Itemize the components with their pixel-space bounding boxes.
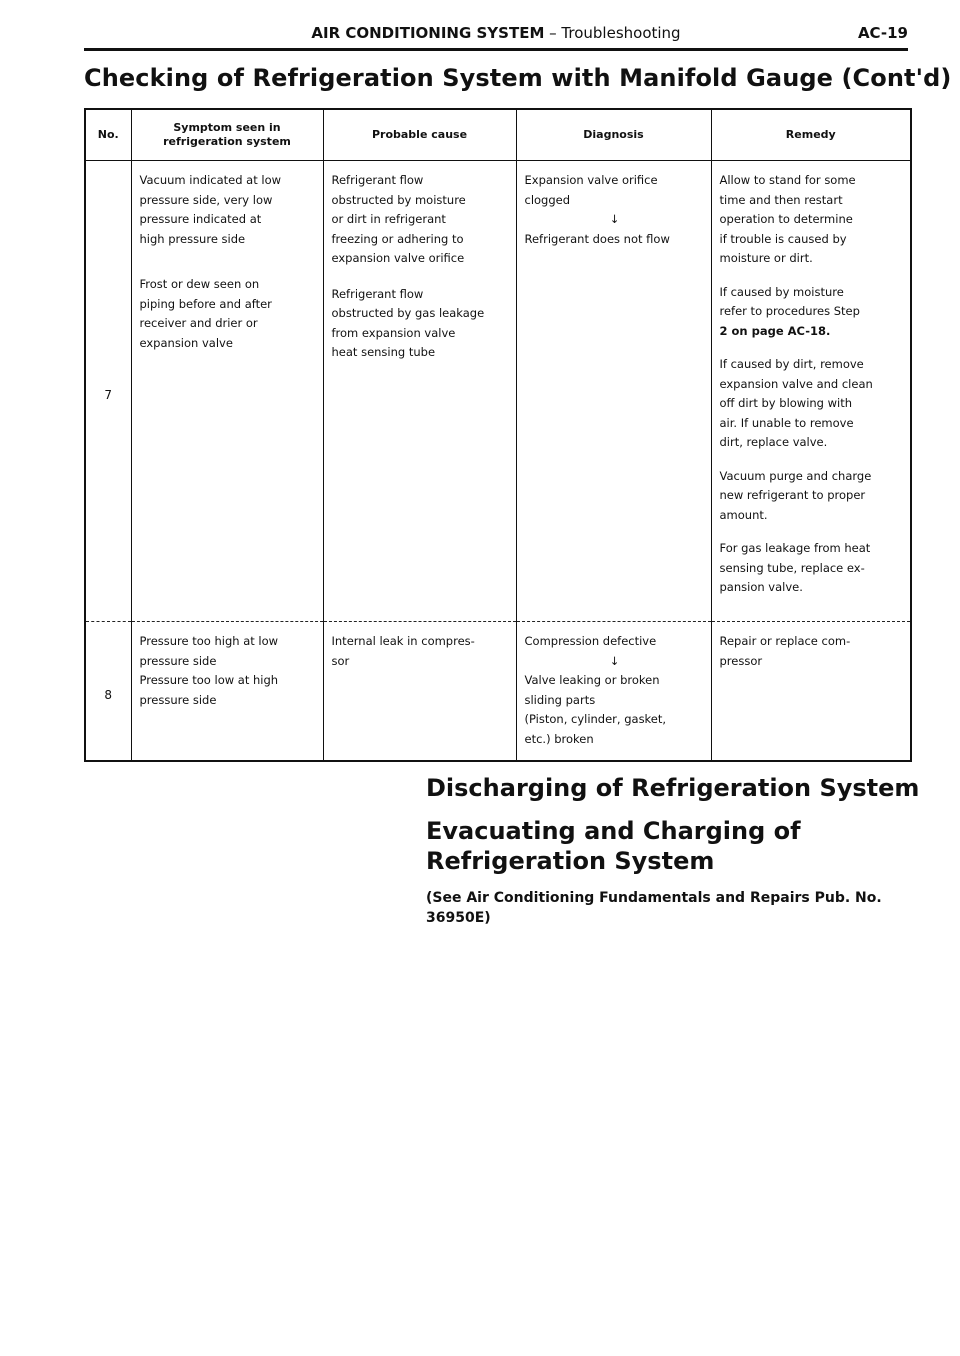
- text-line: Vacuum purge and charge: [719, 468, 872, 483]
- text-line: moisture or dirt.: [719, 251, 813, 265]
- text-line: time and then restart: [719, 192, 843, 207]
- symptom-block: [140, 275, 317, 353]
- text-line: obstructed by moisture: [331, 192, 466, 207]
- remedy-block: [720, 467, 905, 526]
- reference-note-line: 36950E): [426, 910, 491, 926]
- cause-block: [332, 171, 510, 269]
- page-number: AC-19: [857, 24, 908, 42]
- section-heading-discharging: Discharging of Refrigeration System: [426, 774, 920, 802]
- text-line: If caused by dirt, remove: [719, 357, 864, 371]
- diagnosis-cell: [516, 161, 711, 622]
- down-arrow-icon: ↓: [609, 653, 620, 668]
- text-line: off dirt by blowing with: [719, 396, 853, 410]
- text-line: Valve leaking or broken: [524, 673, 660, 687]
- text-line: refer to procedures Step: [719, 304, 860, 318]
- text-line: new refrigerant to proper: [719, 488, 866, 502]
- text-line: Expansion valve orifice: [524, 173, 658, 187]
- remedy-block: [720, 283, 905, 322]
- text-line: Internal leak in compres-: [331, 634, 475, 648]
- remedy-block: [720, 355, 905, 453]
- symptom-block: [140, 632, 317, 710]
- text-line: pansion valve.: [719, 580, 803, 594]
- text-line: sor: [331, 653, 350, 668]
- table-row: [85, 161, 911, 622]
- text-line: from expansion valve: [331, 325, 456, 340]
- text-line: pressor: [719, 653, 763, 668]
- page-reference: 2 on page AC-18.: [719, 323, 831, 338]
- header-dash: –: [544, 24, 562, 42]
- text-line: If caused by moisture: [719, 284, 844, 299]
- troubleshooting-table: [84, 108, 912, 762]
- text-line: sliding parts: [524, 692, 596, 707]
- symptom-cell: [131, 161, 323, 622]
- row-number: 8: [85, 622, 131, 762]
- cause-block: [332, 285, 510, 363]
- text-line: pressure side: [139, 653, 217, 668]
- remedy-cell: [711, 622, 911, 762]
- text-line: pressure side, very low: [139, 192, 273, 207]
- text-line: obstructed by gas leakage: [331, 306, 485, 320]
- col-header-symptom-line: refrigeration system: [163, 135, 291, 148]
- down-arrow-icon: ↓: [609, 212, 620, 226]
- col-header-remedy: Remedy: [711, 109, 911, 161]
- diagnosis-block: [525, 671, 705, 749]
- diagnosis-block: [525, 632, 705, 652]
- text-line: freezing or adhering to: [331, 231, 464, 246]
- header-subsection: Troubleshooting: [561, 24, 681, 42]
- text-line: Compression defective: [524, 634, 657, 648]
- text-line: (Piston, cylinder, gasket,: [524, 712, 667, 726]
- diagnosis-cell: [516, 622, 711, 762]
- text-line: expansion valve and clean: [719, 376, 873, 391]
- text-line: Frost or dew seen on: [139, 277, 260, 291]
- text-line: pressure indicated at: [139, 212, 262, 226]
- page-title: Checking of Refrigeration System with Manifold Gauge (Cont'd): [84, 64, 952, 92]
- reference-note: [426, 888, 946, 928]
- cause-block: [332, 632, 510, 671]
- text-line: receiver and drier or: [139, 316, 258, 330]
- text-line: operation to determine: [719, 212, 853, 226]
- text-line: heat sensing tube: [331, 345, 436, 359]
- text-line: Vacuum indicated at low: [139, 173, 282, 187]
- text-line: air. If unable to remove: [719, 415, 854, 430]
- text-line: clogged: [524, 192, 571, 207]
- cause-cell: [323, 622, 516, 762]
- reference-note-line: (See Air Conditioning Fundamentals and Repairs Pub. No.: [426, 890, 882, 906]
- remedy-cell: [711, 161, 911, 622]
- remedy-block: [720, 632, 905, 671]
- text-line: pressure side: [139, 692, 217, 707]
- running-header: [84, 22, 908, 51]
- cause-cell: [323, 161, 516, 622]
- section-heading-line: Refrigeration System: [426, 847, 715, 875]
- section-heading-evacuating: [426, 816, 946, 876]
- text-line: Pressure too high at low: [139, 634, 279, 648]
- diagnosis-block: [525, 171, 705, 210]
- symptom-block: [140, 171, 317, 249]
- table-row: [85, 622, 911, 762]
- col-header-symptom: [131, 109, 323, 161]
- row-number: 7: [85, 161, 131, 622]
- text-line: if trouble is caused by: [719, 231, 847, 246]
- remedy-block: [720, 539, 905, 598]
- header-section: AIR CONDITIONING SYSTEM: [311, 24, 545, 42]
- col-header-cause: Probable cause: [323, 109, 516, 161]
- col-header-symptom-line: Symptom seen in: [173, 121, 281, 134]
- text-line: high pressure side: [139, 231, 246, 246]
- text-line: expansion valve: [139, 335, 233, 350]
- table-header-row: [85, 109, 911, 161]
- text-line: dirt, replace valve.: [719, 435, 828, 449]
- text-line: Repair or replace com-: [719, 634, 851, 648]
- col-header-diagnosis: Diagnosis: [516, 109, 711, 161]
- text-line: For gas leakage from heat: [719, 541, 871, 555]
- col-header-no: No.: [85, 109, 131, 161]
- remedy-block: [720, 171, 905, 269]
- text-line: Allow to stand for some: [719, 173, 856, 187]
- running-header-title: [84, 24, 908, 42]
- text-line: amount.: [719, 507, 768, 522]
- section-heading-line: Evacuating and Charging of: [426, 817, 801, 845]
- text-line: sensing tube, replace ex-: [719, 560, 865, 575]
- symptom-cell: [131, 622, 323, 762]
- text-line: or dirt in refrigerant: [331, 212, 446, 226]
- text-line: expansion valve orifice: [331, 251, 465, 265]
- diagnosis-block: [525, 230, 705, 250]
- text-line: piping before and after: [139, 296, 272, 311]
- text-line: Refrigerant flow: [331, 286, 424, 301]
- text-line: etc.) broken: [524, 731, 594, 746]
- text-line: Refrigerant flow: [331, 173, 424, 187]
- text-line: Refrigerant does not flow: [524, 231, 670, 246]
- text-line: Pressure too low at high: [139, 673, 279, 687]
